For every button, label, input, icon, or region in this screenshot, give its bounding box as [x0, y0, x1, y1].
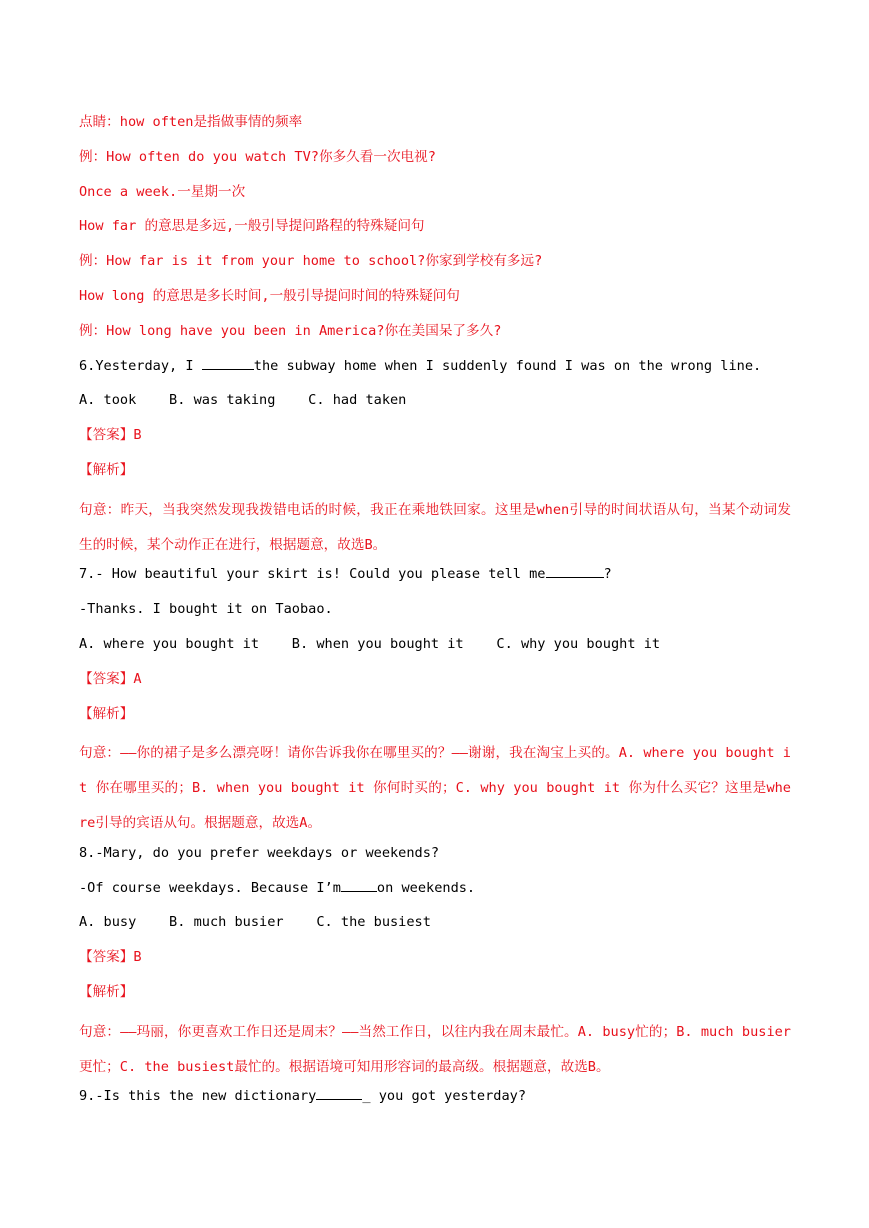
- question-8-analysis: 句意：——玛丽，你更喜欢工作日还是周末？——当然工作日，以往内我在周末最忙。A. busy忙的；B. much busier更忙；C. the busiest最忙的。根据语境可知用形容词的最高级。根据题意，故选B。: [79, 1023, 791, 1075]
- question-8-options: A. busy B. much busier C. the busiest: [79, 914, 431, 931]
- question-stem-text: 6.Yesterday, I: [79, 357, 202, 374]
- question-8-stem: 8.-Mary, do you prefer weekdays or weekends?: [79, 844, 440, 861]
- answer-blank: [546, 563, 604, 578]
- question-8-reply: [79, 876, 791, 911]
- question-7-options: A. where you bought it B. when you bought it C. why you bought it: [79, 635, 661, 652]
- answer-blank: [202, 355, 254, 370]
- question-9-stem: [79, 1084, 791, 1119]
- question-stem-text: ?: [603, 566, 612, 583]
- document-page: [79, 110, 791, 1119]
- question-6-options: A. took B. was taking C. had taken: [79, 392, 407, 409]
- question-8-answer: 【答案】B: [79, 949, 142, 966]
- question-6-analysis-label: 【解析】: [79, 461, 134, 478]
- tip-line: How long 的意思是多长时间,一般引导提问时间的特殊疑问句: [79, 287, 460, 304]
- question-8-analysis-label: 【解析】: [79, 983, 134, 1000]
- question-7-analysis-label: 【解析】: [79, 705, 134, 722]
- question-6-stem: [79, 354, 791, 389]
- question-stem-text: _ you got yesterday?: [362, 1088, 527, 1105]
- tip-line: 点睛：how often是指做事情的频率: [79, 114, 303, 130]
- question-7-analysis: 句意：——你的裙子是多么漂亮呀！请你告诉我你在哪里买的？——谢谢，我在淘宝上买的。A. where you bought it 你在哪里买的；B. when you bought it 你何时买的；C. why you bought it 你为什么买它？这里是where引导的宾语从句。根据题意，故选A。: [79, 745, 791, 831]
- tip-line: 例：How often do you watch TV?你多久看一次电视?: [79, 148, 436, 165]
- question-7-answer: 【答案】A: [79, 670, 142, 687]
- question-6-answer: 【答案】B: [79, 427, 142, 444]
- question-7-reply: -Thanks. I bought it on Taobao.: [79, 601, 333, 618]
- question-7-stem: [79, 562, 791, 597]
- tip-line: How far 的意思是多远,一般引导提问路程的特殊疑问句: [79, 218, 425, 235]
- tip-line: 例：How far is it from your home to school?你家到学校有多远?: [79, 253, 543, 270]
- tip-line: Once a week.一星期一次: [79, 183, 246, 200]
- question-stem-text: on weekends.: [376, 879, 476, 896]
- tip-line: 例：How long have you been in America?你在美国呆了多久?: [79, 322, 502, 339]
- answer-blank: [341, 877, 377, 892]
- question-stem-text: -Of course weekdays. Because I’m: [79, 879, 341, 896]
- question-stem-text: 9.-Is this the new dictionary: [79, 1088, 317, 1105]
- question-6-analysis: 句意：昨天，当我突然发现我拨错电话的时候，我正在乘地铁回家。这里是when引导的时间状语从句，当某个动词发生的时候，某个动作正在进行，根据题意，故选B。: [79, 501, 791, 553]
- answer-blank: [316, 1085, 362, 1100]
- question-stem-text: 7.- How beautiful your skirt is! Could you please tell me: [79, 566, 546, 583]
- question-stem-text: the subway home when I suddenly found I was on the wrong line.: [253, 357, 762, 374]
